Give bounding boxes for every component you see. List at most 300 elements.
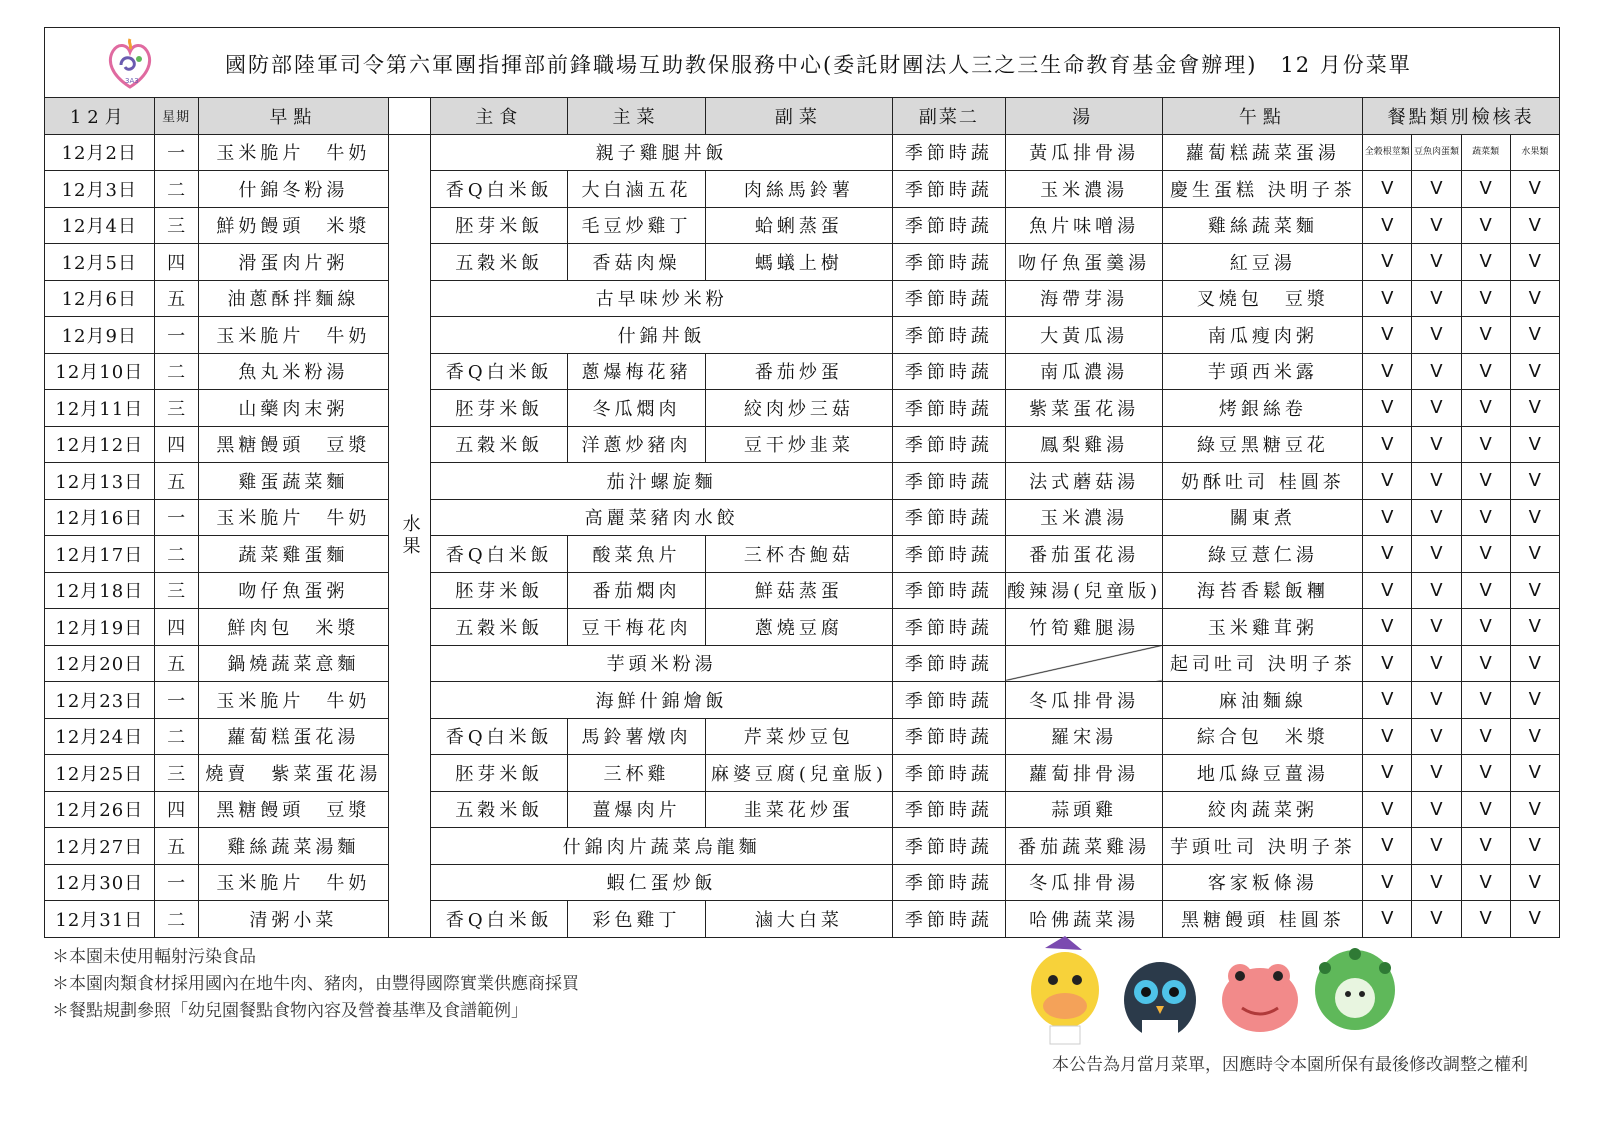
date-cell: 12月5日 [45, 244, 155, 281]
soup-cell: 大黃瓜湯 [1005, 317, 1163, 354]
breakfast-cell: 吻仔魚蛋粥 [198, 572, 389, 609]
weekday-cell: 二 [154, 536, 198, 573]
check-mark: V [1363, 791, 1412, 828]
combined-main-cell: 什錦丼飯 [431, 317, 893, 354]
weekday-cell: 二 [154, 718, 198, 755]
menu-row [45, 280, 1560, 317]
menu-row [45, 171, 1560, 208]
side2-cell: 季節時蔬 [893, 499, 1006, 536]
soup-cell: 番茄蔬菜雞湯 [1005, 828, 1163, 865]
check-mark: V [1363, 353, 1412, 390]
menu-row [45, 864, 1560, 901]
check-mark: V [1510, 682, 1559, 719]
side2-cell: 季節時蔬 [893, 901, 1006, 938]
check-mark: V [1510, 207, 1559, 244]
staple-cell: 胚芽米飯 [431, 572, 568, 609]
side2-cell: 季節時蔬 [893, 463, 1006, 500]
staple-cell: 香Q白米飯 [431, 536, 568, 573]
check-mark: V [1510, 791, 1559, 828]
breakfast-cell: 燒賣 紫菜蛋花湯 [198, 755, 389, 792]
check-mark: V [1461, 901, 1510, 938]
weekday-cell: 五 [154, 280, 198, 317]
menu-sheet [44, 27, 1560, 938]
check-mark: V [1363, 280, 1412, 317]
main-cell: 蔥爆梅花豬 [568, 353, 705, 390]
check-mark: V [1510, 463, 1559, 500]
side-cell: 肉絲馬鈴薯 [705, 171, 892, 208]
soup-cell [1005, 645, 1163, 682]
check-mark: V [1510, 572, 1559, 609]
fruit-cell: 水果 [389, 134, 431, 937]
date-cell: 12月18日 [45, 572, 155, 609]
check-mark: V [1461, 645, 1510, 682]
snack-cell: 綠豆黑糖豆花 [1163, 426, 1363, 463]
school-logo-icon [103, 35, 157, 93]
side2-cell: 季節時蔬 [893, 682, 1006, 719]
check-mark: V [1363, 682, 1412, 719]
weekday-cell: 一 [154, 134, 198, 171]
side-cell: 三杯杏鮑菇 [705, 536, 892, 573]
check-mark: V [1363, 390, 1412, 427]
side-cell: 芹菜炒豆包 [705, 718, 892, 755]
menu-table [44, 97, 1560, 938]
check-mark: V [1363, 572, 1412, 609]
check-mark: V [1461, 244, 1510, 281]
soup-cell: 玉米濃湯 [1005, 499, 1163, 536]
menu-row [45, 572, 1560, 609]
note-line: ＊本園未使用輻射污染食品 [52, 947, 256, 967]
side2-cell: 季節時蔬 [893, 718, 1006, 755]
soup-cell: 玉米濃湯 [1005, 171, 1163, 208]
side-cell: 蔥燒豆腐 [705, 609, 892, 646]
col-header-fruit-blank [389, 98, 431, 135]
menu-row [45, 791, 1560, 828]
main-cell: 馬鈴薯燉肉 [568, 718, 705, 755]
snack-cell: 叉燒包 豆漿 [1163, 280, 1363, 317]
soup-cell: 黃瓜排骨湯 [1005, 134, 1163, 171]
col-header-main: 主菜 [568, 98, 705, 135]
snack-cell: 雞絲蔬菜麵 [1163, 207, 1363, 244]
staple-cell: 五穀米飯 [431, 244, 568, 281]
menu-row [45, 499, 1560, 536]
check-mark: V [1461, 536, 1510, 573]
check-mark: V [1461, 864, 1510, 901]
side2-cell: 季節時蔬 [893, 280, 1006, 317]
breakfast-cell: 鮮奶饅頭 米漿 [198, 207, 389, 244]
breakfast-cell: 雞蛋蔬菜麵 [198, 463, 389, 500]
col-header-side2: 副菜二 [893, 98, 1006, 135]
weekday-cell: 四 [154, 426, 198, 463]
snack-cell: 慶生蛋糕 決明子茶 [1163, 171, 1363, 208]
check-mark: V [1461, 207, 1510, 244]
notes [52, 944, 579, 1025]
weekday-cell: 一 [154, 682, 198, 719]
check-mark: V [1461, 390, 1510, 427]
breakfast-cell: 雞絲蔬菜湯麵 [198, 828, 389, 865]
soup-cell: 南瓜濃湯 [1005, 353, 1163, 390]
check-mark: V [1461, 755, 1510, 792]
soup-cell: 海帶芽湯 [1005, 280, 1163, 317]
breakfast-cell: 什錦冬粉湯 [198, 171, 389, 208]
title-bar [44, 27, 1560, 97]
check-mark: V [1363, 463, 1412, 500]
weekday-cell: 三 [154, 207, 198, 244]
horse-chef-mascot-icon [1031, 936, 1099, 1044]
snack-cell: 蘿蔔糕蔬菜蛋湯 [1163, 134, 1363, 171]
side-cell: 蛤蜊蒸蛋 [705, 207, 892, 244]
side2-cell: 季節時蔬 [893, 645, 1006, 682]
col-header-side: 副菜 [705, 98, 892, 135]
staple-cell: 香Q白米飯 [431, 353, 568, 390]
menu-row [45, 353, 1560, 390]
check-mark: V [1363, 207, 1412, 244]
soup-cell: 魚片味噌湯 [1005, 207, 1163, 244]
weekday-cell: 三 [154, 572, 198, 609]
check-mark: V [1412, 901, 1461, 938]
frog-mascot-icon [1222, 964, 1298, 1032]
main-cell: 毛豆炒雞丁 [568, 207, 705, 244]
mascot-illustration [1020, 928, 1400, 1048]
side-cell: 麻婆豆腐(兒童版) [705, 755, 892, 792]
soup-cell: 蒜頭雞 [1005, 791, 1163, 828]
check-mark: V [1510, 353, 1559, 390]
snack-cell: 南瓜瘦肉粥 [1163, 317, 1363, 354]
main-cell: 冬瓜燜肉 [568, 390, 705, 427]
check-mark: V [1412, 353, 1461, 390]
snack-cell: 黑糖饅頭 桂圓茶 [1163, 901, 1363, 938]
menu-row [45, 645, 1560, 682]
date-cell: 12月9日 [45, 317, 155, 354]
date-cell: 12月20日 [45, 645, 155, 682]
main-cell: 彩色雞丁 [568, 901, 705, 938]
date-cell: 12月11日 [45, 390, 155, 427]
soup-cell: 竹筍雞腿湯 [1005, 609, 1163, 646]
weekday-cell: 五 [154, 828, 198, 865]
check-mark: V [1412, 536, 1461, 573]
check-mark: V [1363, 426, 1412, 463]
side2-cell: 季節時蔬 [893, 390, 1006, 427]
staple-cell: 五穀米飯 [431, 609, 568, 646]
soup-cell: 冬瓜排骨湯 [1005, 682, 1163, 719]
check-mark: V [1412, 609, 1461, 646]
check-mark: V [1412, 645, 1461, 682]
page-title: 國防部陸軍司令第六軍團指揮部前鋒職場互助教保服務中心(委託財團法人三之三生命教育基金會辦理) 12 月份菜單 [225, 53, 1412, 77]
check-mark: V [1510, 828, 1559, 865]
soup-cell: 羅宋湯 [1005, 718, 1163, 755]
check-mark: V [1461, 171, 1510, 208]
menu-row [45, 682, 1560, 719]
side-cell: 韭菜花炒蛋 [705, 791, 892, 828]
check-mark: V [1510, 317, 1559, 354]
note-line: ＊餐點規劃參照「幼兒園餐點食物內容及營養基準及食譜範例」 [52, 1001, 528, 1021]
check-mark: V [1510, 390, 1559, 427]
date-cell: 12月27日 [45, 828, 155, 865]
combined-main-cell: 高麗菜豬肉水餃 [431, 499, 893, 536]
menu-row [45, 244, 1560, 281]
date-cell: 12月23日 [45, 682, 155, 719]
check-mark: V [1510, 609, 1559, 646]
main-cell: 薑爆肉片 [568, 791, 705, 828]
snack-cell: 海苔香鬆飯糰 [1163, 572, 1363, 609]
side2-cell: 季節時蔬 [893, 572, 1006, 609]
menu-body [45, 134, 1560, 937]
snack-cell: 綜合包 米漿 [1163, 718, 1363, 755]
snack-cell: 紅豆湯 [1163, 244, 1363, 281]
check-mark: V [1412, 280, 1461, 317]
check-mark: V [1510, 280, 1559, 317]
menu-row [45, 828, 1560, 865]
staple-cell: 五穀米飯 [431, 791, 568, 828]
soup-cell: 法式蘑菇湯 [1005, 463, 1163, 500]
check-mark: V [1412, 317, 1461, 354]
side2-cell: 季節時蔬 [893, 864, 1006, 901]
check-mark: V [1461, 609, 1510, 646]
side2-cell: 季節時蔬 [893, 426, 1006, 463]
check-mark: V [1363, 901, 1412, 938]
menu-row [45, 134, 1560, 171]
combined-main-cell: 古早味炒米粉 [431, 280, 893, 317]
snack-cell: 奶酥吐司 桂圓茶 [1163, 463, 1363, 500]
staple-cell: 胚芽米飯 [431, 390, 568, 427]
side2-cell: 季節時蔬 [893, 317, 1006, 354]
check-mark: V [1412, 171, 1461, 208]
weekday-cell: 二 [154, 353, 198, 390]
date-cell: 12月10日 [45, 353, 155, 390]
check-mark: V [1412, 755, 1461, 792]
breakfast-cell: 清粥小菜 [198, 901, 389, 938]
soup-cell: 紫菜蛋花湯 [1005, 390, 1163, 427]
col-header-weekday: 星期 [154, 98, 198, 135]
snack-cell: 芋頭吐司 決明子茶 [1163, 828, 1363, 865]
check-mark: V [1510, 426, 1559, 463]
check-mark: V [1510, 244, 1559, 281]
date-cell: 12月16日 [45, 499, 155, 536]
date-cell: 12月30日 [45, 864, 155, 901]
date-cell: 12月6日 [45, 280, 155, 317]
note-line: ＊本園肉類食材採用國內在地牛肉、豬肉，由豐得國際實業供應商採買 [52, 974, 579, 994]
breakfast-cell: 鍋燒蔬菜意麵 [198, 645, 389, 682]
date-cell: 12月2日 [45, 134, 155, 171]
date-cell: 12月12日 [45, 426, 155, 463]
date-cell: 12月25日 [45, 755, 155, 792]
breakfast-cell: 黑糖饅頭 豆漿 [198, 426, 389, 463]
check-mark: V [1461, 791, 1510, 828]
check-mark: V [1412, 828, 1461, 865]
snack-cell: 地瓜綠豆薑湯 [1163, 755, 1363, 792]
peacock-mascot-icon [1315, 948, 1395, 1030]
breakfast-cell: 玉米脆片 牛奶 [198, 499, 389, 536]
weekday-cell: 二 [154, 171, 198, 208]
main-cell: 豆干梅花肉 [568, 609, 705, 646]
side2-cell: 季節時蔬 [893, 536, 1006, 573]
breakfast-cell: 蘿蔔糕蛋花湯 [198, 718, 389, 755]
menu-row [45, 536, 1560, 573]
combined-main-cell: 親子雞腿丼飯 [431, 134, 893, 171]
check-mark: V [1363, 609, 1412, 646]
menu-row [45, 207, 1560, 244]
side-cell: 絞肉炒三菇 [705, 390, 892, 427]
weekday-cell: 一 [154, 499, 198, 536]
date-cell: 12月3日 [45, 171, 155, 208]
col-header-month: 12月 [45, 98, 155, 135]
main-cell: 大白滷五花 [568, 171, 705, 208]
col-header-soup: 湯 [1005, 98, 1163, 135]
col-header-staple: 主食 [431, 98, 568, 135]
weekday-cell: 三 [154, 755, 198, 792]
soup-cell: 酸辣湯(兒童版) [1005, 572, 1163, 609]
breakfast-cell: 蔬菜雞蛋麵 [198, 536, 389, 573]
soup-cell: 哈佛蔬菜湯 [1005, 901, 1163, 938]
weekday-cell: 四 [154, 244, 198, 281]
staple-cell: 香Q白米飯 [431, 171, 568, 208]
check-category-label: 豆魚肉蛋類 [1412, 134, 1461, 171]
date-cell: 12月24日 [45, 718, 155, 755]
soup-cell: 吻仔魚蛋羹湯 [1005, 244, 1163, 281]
menu-row [45, 718, 1560, 755]
header-row [45, 98, 1560, 135]
menu-row [45, 317, 1560, 354]
date-cell: 12月19日 [45, 609, 155, 646]
check-mark: V [1510, 755, 1559, 792]
combined-main-cell: 芋頭米粉湯 [431, 645, 893, 682]
check-mark: V [1510, 536, 1559, 573]
side2-cell: 季節時蔬 [893, 791, 1006, 828]
weekday-cell: 一 [154, 864, 198, 901]
staple-cell: 胚芽米飯 [431, 207, 568, 244]
check-category-label: 蔬菜類 [1461, 134, 1510, 171]
weekday-cell: 五 [154, 463, 198, 500]
check-mark: V [1363, 718, 1412, 755]
menu-row [45, 390, 1560, 427]
check-mark: V [1412, 463, 1461, 500]
combined-main-cell: 海鮮什錦燴飯 [431, 682, 893, 719]
staple-cell: 胚芽米飯 [431, 755, 568, 792]
side2-cell: 季節時蔬 [893, 171, 1006, 208]
main-cell: 香菇肉燥 [568, 244, 705, 281]
side2-cell: 季節時蔬 [893, 828, 1006, 865]
date-cell: 12月31日 [45, 901, 155, 938]
snack-cell: 麻油麵線 [1163, 682, 1363, 719]
check-mark: V [1461, 280, 1510, 317]
check-mark: V [1461, 353, 1510, 390]
staple-cell: 香Q白米飯 [431, 718, 568, 755]
breakfast-cell: 滑蛋肉片粥 [198, 244, 389, 281]
breakfast-cell: 鮮肉包 米漿 [198, 609, 389, 646]
side2-cell: 季節時蔬 [893, 134, 1006, 171]
combined-main-cell: 蝦仁蛋炒飯 [431, 864, 893, 901]
check-mark: V [1412, 682, 1461, 719]
weekday-cell: 三 [154, 390, 198, 427]
main-cell: 番茄燜肉 [568, 572, 705, 609]
weekday-cell: 二 [154, 901, 198, 938]
breakfast-cell: 油蔥酥拌麵線 [198, 280, 389, 317]
staple-cell: 五穀米飯 [431, 426, 568, 463]
check-mark: V [1412, 718, 1461, 755]
soup-cell: 蘿蔔排骨湯 [1005, 755, 1163, 792]
check-mark: V [1412, 864, 1461, 901]
side2-cell: 季節時蔬 [893, 244, 1006, 281]
breakfast-cell: 魚丸米粉湯 [198, 353, 389, 390]
breakfast-cell: 黑糖饅頭 豆漿 [198, 791, 389, 828]
col-header-check: 餐點類別檢核表 [1363, 98, 1560, 135]
check-mark: V [1363, 864, 1412, 901]
snack-cell: 關東煮 [1163, 499, 1363, 536]
main-cell: 三杯雞 [568, 755, 705, 792]
check-mark: V [1461, 426, 1510, 463]
side-cell: 豆干炒韭菜 [705, 426, 892, 463]
check-mark: V [1461, 718, 1510, 755]
check-mark: V [1510, 499, 1559, 536]
check-mark: V [1412, 791, 1461, 828]
check-mark: V [1461, 682, 1510, 719]
check-mark: V [1412, 244, 1461, 281]
check-mark: V [1510, 718, 1559, 755]
breakfast-cell: 山藥肉末粥 [198, 390, 389, 427]
breakfast-cell: 玉米脆片 牛奶 [198, 134, 389, 171]
check-mark: V [1461, 499, 1510, 536]
weekday-cell: 四 [154, 791, 198, 828]
snack-cell: 起司吐司 決明子茶 [1163, 645, 1363, 682]
staple-cell: 香Q白米飯 [431, 901, 568, 938]
side2-cell: 季節時蔬 [893, 755, 1006, 792]
check-mark: V [1363, 317, 1412, 354]
weekday-cell: 四 [154, 609, 198, 646]
date-cell: 12月13日 [45, 463, 155, 500]
date-cell: 12月4日 [45, 207, 155, 244]
date-cell: 12月17日 [45, 536, 155, 573]
snack-cell: 芋頭西米露 [1163, 353, 1363, 390]
check-mark: V [1510, 901, 1559, 938]
check-mark: V [1461, 463, 1510, 500]
snack-cell: 綠豆薏仁湯 [1163, 536, 1363, 573]
weekday-cell: 五 [154, 645, 198, 682]
breakfast-cell: 玉米脆片 牛奶 [198, 682, 389, 719]
check-mark: V [1461, 572, 1510, 609]
menu-row [45, 426, 1560, 463]
breakfast-cell: 玉米脆片 牛奶 [198, 864, 389, 901]
owl-mascot-icon [1124, 962, 1196, 1040]
soup-cell: 番茄蛋花湯 [1005, 536, 1163, 573]
side-cell: 番茄炒蛋 [705, 353, 892, 390]
check-mark: V [1363, 755, 1412, 792]
soup-cell: 鳳梨雞湯 [1005, 426, 1163, 463]
soup-cell: 冬瓜排骨湯 [1005, 864, 1163, 901]
check-mark: V [1363, 645, 1412, 682]
combined-main-cell: 什錦肉片蔬菜烏龍麵 [431, 828, 893, 865]
col-header-snack: 午點 [1163, 98, 1363, 135]
check-mark: V [1412, 499, 1461, 536]
snack-cell: 客家粄條湯 [1163, 864, 1363, 901]
check-mark: V [1363, 244, 1412, 281]
main-cell: 洋蔥炒豬肉 [568, 426, 705, 463]
col-header-breakfast: 早點 [198, 98, 389, 135]
check-category-label: 全穀根莖類 [1363, 134, 1412, 171]
check-mark: V [1510, 864, 1559, 901]
side-cell: 滷大白菜 [705, 901, 892, 938]
snack-cell: 烤銀絲卷 [1163, 390, 1363, 427]
weekday-cell: 一 [154, 317, 198, 354]
snack-cell: 玉米雞茸粥 [1163, 609, 1363, 646]
main-cell: 酸菜魚片 [568, 536, 705, 573]
check-mark: V [1510, 171, 1559, 208]
side-cell: 螞蟻上樹 [705, 244, 892, 281]
side2-cell: 季節時蔬 [893, 207, 1006, 244]
combined-main-cell: 茄汁螺旋麵 [431, 463, 893, 500]
menu-row [45, 609, 1560, 646]
check-mark: V [1363, 499, 1412, 536]
check-mark: V [1363, 828, 1412, 865]
breakfast-cell: 玉米脆片 牛奶 [198, 317, 389, 354]
